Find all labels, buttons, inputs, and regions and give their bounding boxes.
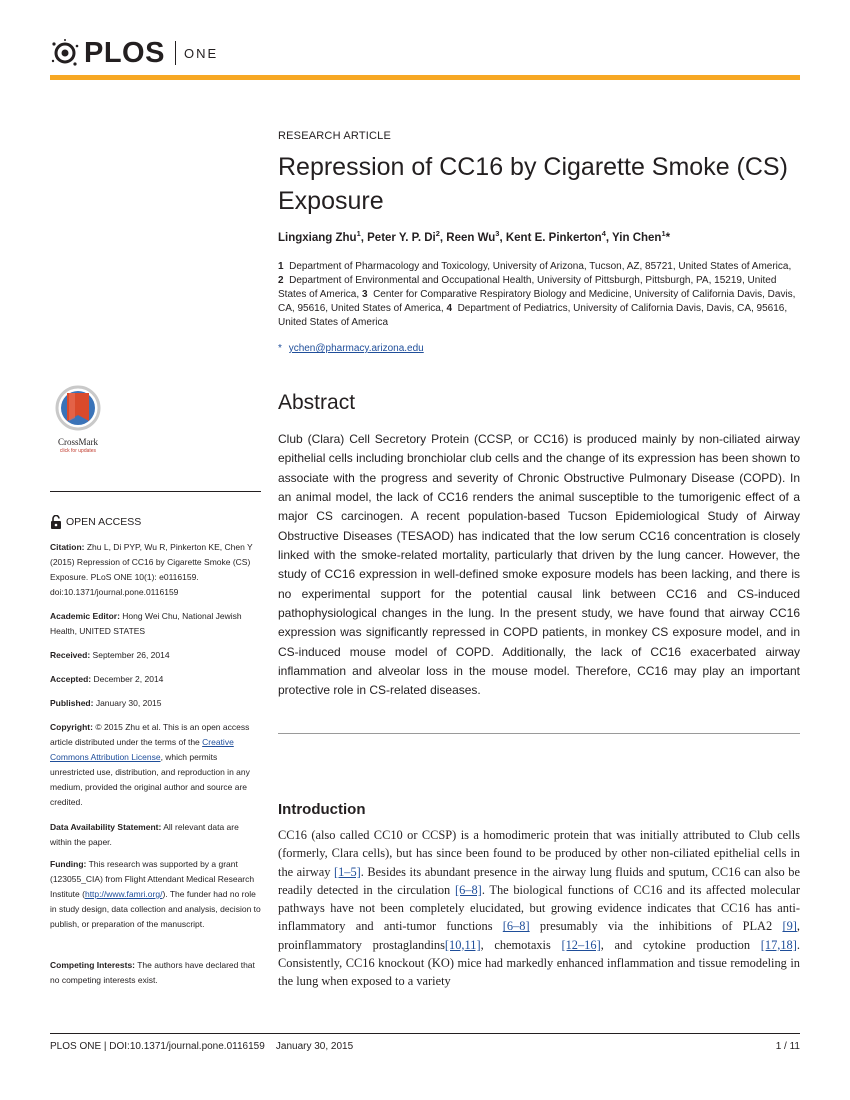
corresponding-mark: * [278,343,282,354]
author-affiliation: 1 [356,229,361,239]
introduction-text-segment: , chemotaxis [480,937,562,952]
citation-label: Citation: [50,542,85,552]
author-name[interactable]: Yin Chen [612,232,662,244]
copyright-label: Copyright: [50,722,93,732]
data-availability-block [50,820,261,850]
crossmark-badge[interactable] [50,385,106,454]
affiliations [278,260,800,330]
citation-block [50,540,261,600]
affiliation-text: Department of Pharmacology and Toxicology, University of Arizona, Tucson, AZ, 85721, United States of America, [289,261,792,272]
introduction-text-segment: , proinflammatory prostaglandins [278,919,801,952]
page-number: 1 / 11 [775,1041,800,1052]
introduction-text-segment: presumably via the inhibitions of PLA2 [529,919,783,934]
article-title: Repression of CC16 by Cigarette Smoke (CS) Exposure [278,153,788,215]
abstract-divider [278,733,800,734]
corresponding-email-line [278,343,424,354]
open-access-label: OPEN ACCESS [66,516,142,528]
funding-block [50,857,261,932]
abstract-text: Club (Clara) Cell Secretory Protein (CCSP, or CC16) is produced mainly by non-ciliated airway epithelial cells including bronchiolar club cells and the change of its expression has been shown to associate with the progress and severity of Chronic Obstructive Pulmonary Disease (COPD). In an animal model, the lack of CC16 renders the animal susceptible to the tumorigenic effect of a major CS carcinogen. A recent population-based Tucson Epidemiological Study of Airway Obstructive Diseases (TESAOD) has indicated that the low serum CC16 concentration is closely linked with the smoke-related mortality, particularly that driven by the lung cancer. However, the study of CC16 expression in well-defined smoke exposure models has been lacking, and there is no experimental support for the potential causal link between CC16 and CS-induced pathophysiological changes in the lung. In the present study, we have found that airway CC16 expression was significantly repressed in COPD patients, in monkey CS exposure model, and in CS-induced mouse model of COPD. Additionally, the lack of CC16 exacerbated airway inflammation and alveolar loss in the mouse model. Therefore, CC16 may play an important protective role in CS-related diseases. [278,432,800,698]
author-affiliation: 1 [661,229,666,239]
crossmark-label: CrossMark [58,437,98,447]
affiliation-number: 1 [278,261,284,272]
license-link[interactable]: Creative Commons Attribution License [50,737,234,762]
competing-interests-text: The authors have declared that no competing interests exist. [50,960,255,985]
author-affiliation: 2 [435,229,440,239]
author-list: Lingxiang Zhu$^1$, Peter Y. P. Di$^2$, Reen Wu$^3$, Kent E. Pinkerton$^4$, Yin Chen$^1$* [278,229,671,244]
introduction-text-segment: , and cytokine production [600,937,761,952]
competing-interests-block [50,958,261,988]
received-block [50,648,261,663]
introduction-text-segment: . Consistently, CC16 knockout (KO) mice had markedly enhanced inflammation and tissue remodeling in the lung when exposed to a variety [278,937,800,989]
author-name[interactable]: Reen Wu [446,232,496,244]
published-block [50,696,261,711]
academic-editor-block [50,609,261,639]
funding-label: Funding: [50,859,87,869]
editor-label: Academic Editor: [50,611,120,621]
author-name[interactable]: Peter Y. P. Di [367,232,436,244]
affiliation-number: 2 [278,275,284,286]
editor-text: Hong Wei Chu, National Jewish Health, UNITED STATES [50,611,242,636]
affiliation-number: 4 [446,303,452,314]
logo-divider [175,41,176,65]
data-availability-text: All relevant data are within the paper. [50,822,239,847]
author-affiliation: 4 [601,229,606,239]
open-access-badge [50,515,141,529]
affiliation-text: Department of Pediatrics, University of California Davis, Davis, CA, 95616, United States of America [278,303,788,328]
introduction-text-segment: CC16 (also called CC10 or CCSP) is a homodimeric protein that was initially attributed to Club cells (formerly, Clara cells), but has since been found to be produced by other non-ciliated epithelial cells in the airway [278,828,800,879]
funding-text-end: ). The funder had no role in study design, data collection and analysis, decision to publish, or preparation of the manuscript. [50,889,261,929]
copyright-text: © 2015 Zhu et al. This is an open access article distributed under the terms of the [50,722,250,747]
crossmark-sub: click for updates [59,448,97,454]
plos-logo-icon [50,38,80,68]
accepted-block [50,672,261,687]
article-type-label: RESEARCH ARTICLE [278,130,392,142]
footer-citation: PLOS ONE | DOI:10.1371/journal.pone.0116159 January 30, 2015 [50,1041,354,1052]
plos-one-logo[interactable] [50,36,218,70]
competing-interests-label: Competing Interests: [50,960,136,970]
copyright-block [50,720,261,810]
logo-text: PLOS [84,36,165,69]
accepted-date: December 2, 2014 [93,674,164,684]
header-accent-rule [50,75,800,80]
received-label: Received: [50,650,91,660]
author-affiliation: 3 [495,229,500,239]
citation-ref-link[interactable]: [17,18] [760,937,797,952]
open-lock-icon [50,515,62,529]
received-date: September 26, 2014 [92,650,170,660]
affiliation-text: Department of Environmental and Occupational Health, University of Pittsburgh, Pittsburgh, PA, 15219, United States of America, [278,275,777,300]
affiliation-number: 3 [361,289,368,300]
introduction-heading: Introduction [278,801,366,818]
published-label: Published: [50,698,94,708]
citation-ref-link[interactable]: [10,11] [444,937,481,952]
author-name[interactable]: Lingxiang Zhu [278,232,357,244]
citation-ref-link[interactable]: [6–8] [454,882,482,897]
corresponding-author-mark: * [665,232,671,244]
corresponding-email-link[interactable]: ychen@pharmacy.arizona.edu [288,343,424,354]
citation-ref-link[interactable]: [6–8] [502,919,530,934]
citation-text: Zhu L, Di PYP, Wu R, Pinkerton KE, Chen Y (2015) Repression of CC16 by Cigarette Smoke (CS) Exposure. PLoS ONE 10(1): e0116159. doi:10.1371/journal.pone.0116159 [50,542,253,597]
published-date: January 30, 2015 [95,698,162,708]
introduction-text-segment: . Besides its abundant presence in the airway lung fluids and sputum, CC16 can also be readily detected in the circulation [278,864,800,897]
accepted-label: Accepted: [50,674,92,684]
affiliation-text: Center for Comparative Respiratory Biology and Medicine, University of California Davis, Davis, CA, 95616, United States of America, [278,289,796,314]
sidebar-divider [50,491,261,492]
citation-ref-link[interactable]: [1–5] [333,864,361,879]
logo-sub: ONE [183,45,219,61]
crossmark-icon [55,385,101,431]
funding-link[interactable]: http://www.famri.org/ [84,889,163,899]
data-availability-label: Data Availability Statement: [50,822,162,832]
copyright-text-end: , which permits unrestricted use, distribution, and reproduction in any medium, provided the original author and source are credited. [50,752,250,807]
introduction-text-segment: . The biological functions of CC16 and its affected molecular pathways have not been completely elucidated, but growing evidence indicates that CC16 has anti-inflammatory and anti-tumor functions [278,882,800,934]
citation-ref-link[interactable]: [12–16] [561,937,601,952]
citation-ref-link[interactable]: [9] [782,919,797,934]
footer-divider [50,1033,800,1034]
author-name[interactable]: Kent E. Pinkerton [505,232,602,244]
funding-text: This research was supported by a grant (123055_CIA) from Flight Attendant Medical Research Institute ( [50,859,255,899]
abstract-heading: Abstract [278,391,356,414]
introduction-text [278,826,800,991]
